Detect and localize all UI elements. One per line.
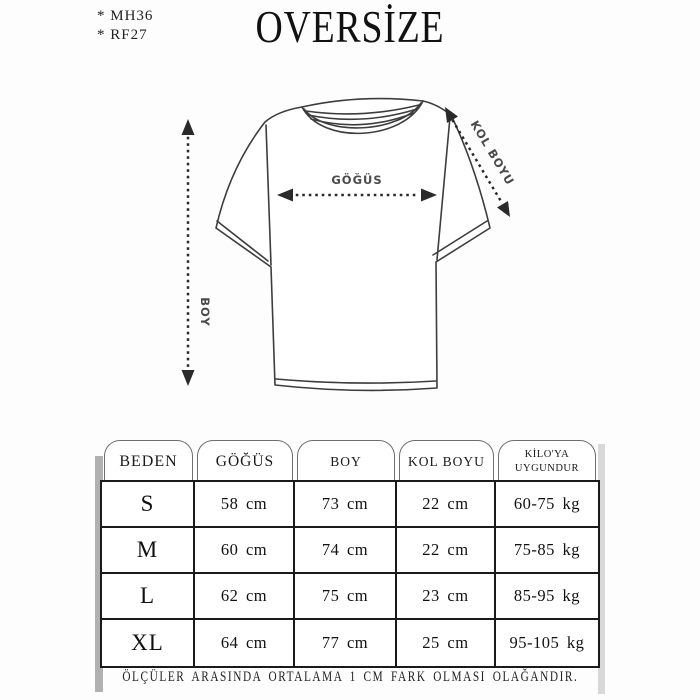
product-code-1: * MH36 <box>97 8 154 24</box>
cell-sleeve-xl: 25 cm <box>397 620 496 666</box>
header-cell-kiloya-uygundur: KİLO'YA UYGUNDUR <box>498 440 596 482</box>
length-measure-label: BOY <box>198 297 212 327</box>
cell-length-s: 73 cm <box>295 482 397 528</box>
cell-size-xl: XL <box>102 620 195 666</box>
tshirt-diagram <box>160 85 560 425</box>
cell-weight-s: 60-75 kg <box>496 482 598 528</box>
footer-note: ÖLÇÜLER ARASINDA ORTALAMA 1 CM FARK OLMASI OLAĞANDIR. <box>121 669 579 685</box>
cell-weight-l: 85-95 kg <box>496 574 598 620</box>
cell-chest-m: 60 cm <box>195 528 295 574</box>
size-table-body <box>102 482 598 666</box>
table-right-shadow <box>598 444 605 694</box>
sleeve-measure-label: KOL BOYU <box>467 117 518 188</box>
header-cell-beden: BEDEN <box>104 440 193 482</box>
cell-chest-s: 58 cm <box>195 482 295 528</box>
product-code-2: * RF27 <box>97 27 148 43</box>
tshirt-drawing <box>216 99 490 391</box>
cell-length-xl: 77 cm <box>295 620 397 666</box>
arrowhead-down-icon <box>182 370 195 386</box>
length-measure-arrow <box>182 119 195 386</box>
arrowhead-downright-icon <box>497 201 510 217</box>
chest-measure-label: GÖĞÜS <box>331 173 383 187</box>
footer-note-wrap <box>0 668 700 686</box>
page-title: OVERSİZE <box>255 1 445 52</box>
cell-length-l: 75 cm <box>295 574 397 620</box>
size-table-header <box>102 440 598 482</box>
cell-sleeve-m: 22 cm <box>397 528 496 574</box>
cell-sleeve-s: 22 cm <box>397 482 496 528</box>
cell-weight-m: 75-85 kg <box>496 528 598 574</box>
arrowhead-up-icon <box>182 119 195 135</box>
cell-size-s: S <box>102 482 195 528</box>
cell-chest-xl: 64 cm <box>195 620 295 666</box>
cell-chest-l: 62 cm <box>195 574 295 620</box>
header-cell-gogus: GÖĞÜS <box>197 440 293 482</box>
header-cell-boy: BOY <box>297 440 395 482</box>
cell-length-m: 74 cm <box>295 528 397 574</box>
header-cell-kol-boyu: KOL BOYU <box>399 440 494 482</box>
cell-size-m: M <box>102 528 195 574</box>
cell-sleeve-l: 23 cm <box>397 574 496 620</box>
cell-size-l: L <box>102 574 195 620</box>
cell-weight-xl: 95-105 kg <box>496 620 598 666</box>
